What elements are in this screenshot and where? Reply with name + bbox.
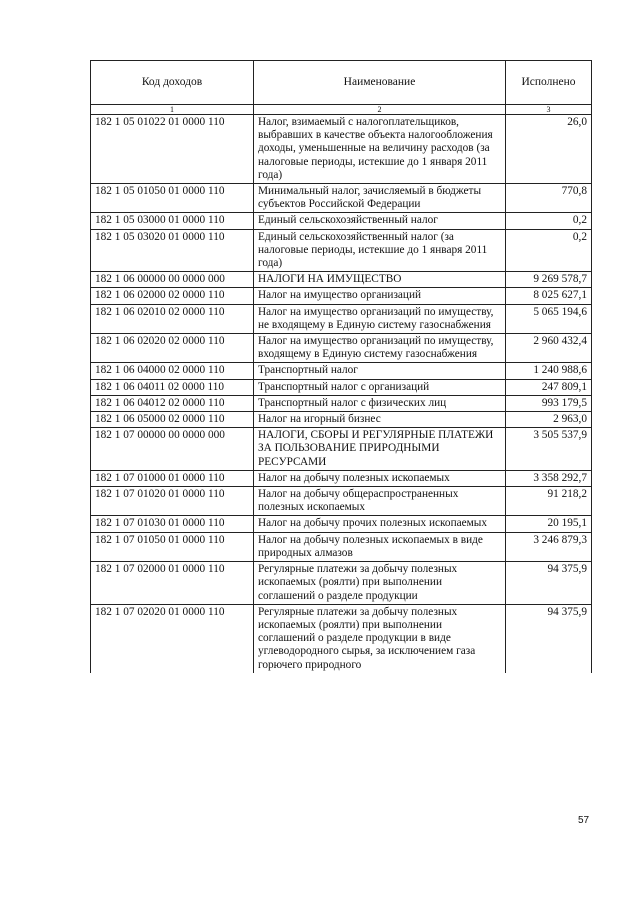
row-amount: 2 960 432,4: [506, 334, 592, 363]
row-code: 182 1 07 02020 01 0000 110: [91, 604, 254, 673]
row-name: Налог на добычу полезных ископаемых: [254, 470, 506, 486]
row-amount: 20 195,1: [506, 516, 592, 532]
row-name: Единый сельскохозяйственный налог (за налоговые периоды, истекшие до 1 января 2011 года): [254, 229, 506, 272]
row-name: Налог на игорный бизнес: [254, 412, 506, 428]
table-row: [91, 363, 592, 379]
revenue-table: [90, 60, 592, 673]
row-amount: 2 963,0: [506, 412, 592, 428]
row-amount: 94 375,9: [506, 562, 592, 605]
row-amount: 0,2: [506, 213, 592, 229]
row-code: 182 1 06 02000 02 0000 110: [91, 288, 254, 304]
row-name: Транспортный налог с физических лиц: [254, 395, 506, 411]
table-row: [91, 184, 592, 213]
row-name: НАЛОГИ, СБОРЫ И РЕГУЛЯРНЫЕ ПЛАТЕЖИ ЗА ПОЛЬЗОВАНИЕ ПРИРОДНЫМИ РЕСУРСАМИ: [254, 428, 506, 471]
table-row: [91, 115, 592, 184]
row-amount: 94 375,9: [506, 604, 592, 673]
header-amount: Исполнено: [506, 61, 592, 105]
row-code: 182 1 07 01050 01 0000 110: [91, 532, 254, 561]
row-amount: 770,8: [506, 184, 592, 213]
table-row: [91, 288, 592, 304]
row-amount: 247 809,1: [506, 379, 592, 395]
row-amount: 1 240 988,6: [506, 363, 592, 379]
row-code: 182 1 07 01020 01 0000 110: [91, 487, 254, 516]
row-code: 182 1 07 01030 01 0000 110: [91, 516, 254, 532]
table-row: [91, 395, 592, 411]
row-amount: 3 505 537,9: [506, 428, 592, 471]
column-number: 2: [254, 105, 506, 115]
row-code: 182 1 06 04011 02 0000 110: [91, 379, 254, 395]
header-name: Наименование: [254, 61, 506, 105]
row-code: 182 1 06 05000 02 0000 110: [91, 412, 254, 428]
table-row: [91, 516, 592, 532]
column-number: 1: [91, 105, 254, 115]
row-code: 182 1 05 01050 01 0000 110: [91, 184, 254, 213]
row-amount: 91 218,2: [506, 487, 592, 516]
row-name: Налог на добычу прочих полезных ископаемых: [254, 516, 506, 532]
table-row: [91, 562, 592, 605]
row-name: Регулярные платежи за добычу полезных ископаемых (роялти) при выполнении соглашений о разделе продукции в виде углеводородного сырья, за исключением газа горючего природного: [254, 604, 506, 673]
header-code: Код доходов: [91, 61, 254, 105]
row-code: 182 1 05 03000 01 0000 110: [91, 213, 254, 229]
row-code: 182 1 06 02010 02 0000 110: [91, 304, 254, 333]
row-code: 182 1 06 02020 02 0000 110: [91, 334, 254, 363]
row-code: 182 1 06 04000 02 0000 110: [91, 363, 254, 379]
table-row: [91, 470, 592, 486]
row-name: НАЛОГИ НА ИМУЩЕСТВО: [254, 272, 506, 288]
row-name: Налог, взимаемый с налогоплательщиков, выбравших в качестве объекта налогообложения доходы, уменьшенные на величину расходов (за налоговые периоды, истекшие до 1 января 2011 года): [254, 115, 506, 184]
row-amount: 3 246 879,3: [506, 532, 592, 561]
table-row: [91, 334, 592, 363]
column-number: 3: [506, 105, 592, 115]
row-code: 182 1 07 01000 01 0000 110: [91, 470, 254, 486]
row-name: Налог на имущество организаций по имуществу, не входящему в Единую систему газоснабжения: [254, 304, 506, 333]
row-amount: 9 269 578,7: [506, 272, 592, 288]
row-amount: 993 179,5: [506, 395, 592, 411]
row-code: 182 1 06 00000 00 0000 000: [91, 272, 254, 288]
table-row: [91, 532, 592, 561]
table-row: [91, 428, 592, 471]
row-name: Единый сельскохозяйственный налог: [254, 213, 506, 229]
table-row: [91, 229, 592, 272]
row-amount: 8 025 627,1: [506, 288, 592, 304]
table-row: [91, 412, 592, 428]
row-code: 182 1 06 04012 02 0000 110: [91, 395, 254, 411]
table-row: [91, 304, 592, 333]
row-name: Налог на добычу общераспространенных полезных ископаемых: [254, 487, 506, 516]
row-name: Транспортный налог с организаций: [254, 379, 506, 395]
row-name: Минимальный налог, зачисляемый в бюджеты субъектов Российской Федерации: [254, 184, 506, 213]
row-code: 182 1 07 00000 00 0000 000: [91, 428, 254, 471]
table-row: [91, 379, 592, 395]
page-number: 57: [578, 815, 590, 826]
column-number-row: [91, 105, 592, 115]
row-name: Налог на имущество организаций: [254, 288, 506, 304]
row-name: Налог на имущество организаций по имуществу, входящему в Единую систему газоснабжения: [254, 334, 506, 363]
row-code: 182 1 05 03020 01 0000 110: [91, 229, 254, 272]
row-name: Налог на добычу полезных ископаемых в виде природных алмазов: [254, 532, 506, 561]
table-row: [91, 213, 592, 229]
row-code: 182 1 07 02000 01 0000 110: [91, 562, 254, 605]
row-code: 182 1 05 01022 01 0000 110: [91, 115, 254, 184]
row-name: Регулярные платежи за добычу полезных ископаемых (роялти) при выполнении соглашений о разделе продукции: [254, 562, 506, 605]
table-row: [91, 272, 592, 288]
table-row: [91, 487, 592, 516]
row-amount: 3 358 292,7: [506, 470, 592, 486]
row-amount: 0,2: [506, 229, 592, 272]
table-body: [91, 115, 592, 673]
header-row: [91, 61, 592, 105]
row-amount: 26,0: [506, 115, 592, 184]
row-amount: 5 065 194,6: [506, 304, 592, 333]
row-name: Транспортный налог: [254, 363, 506, 379]
table-row: [91, 604, 592, 673]
